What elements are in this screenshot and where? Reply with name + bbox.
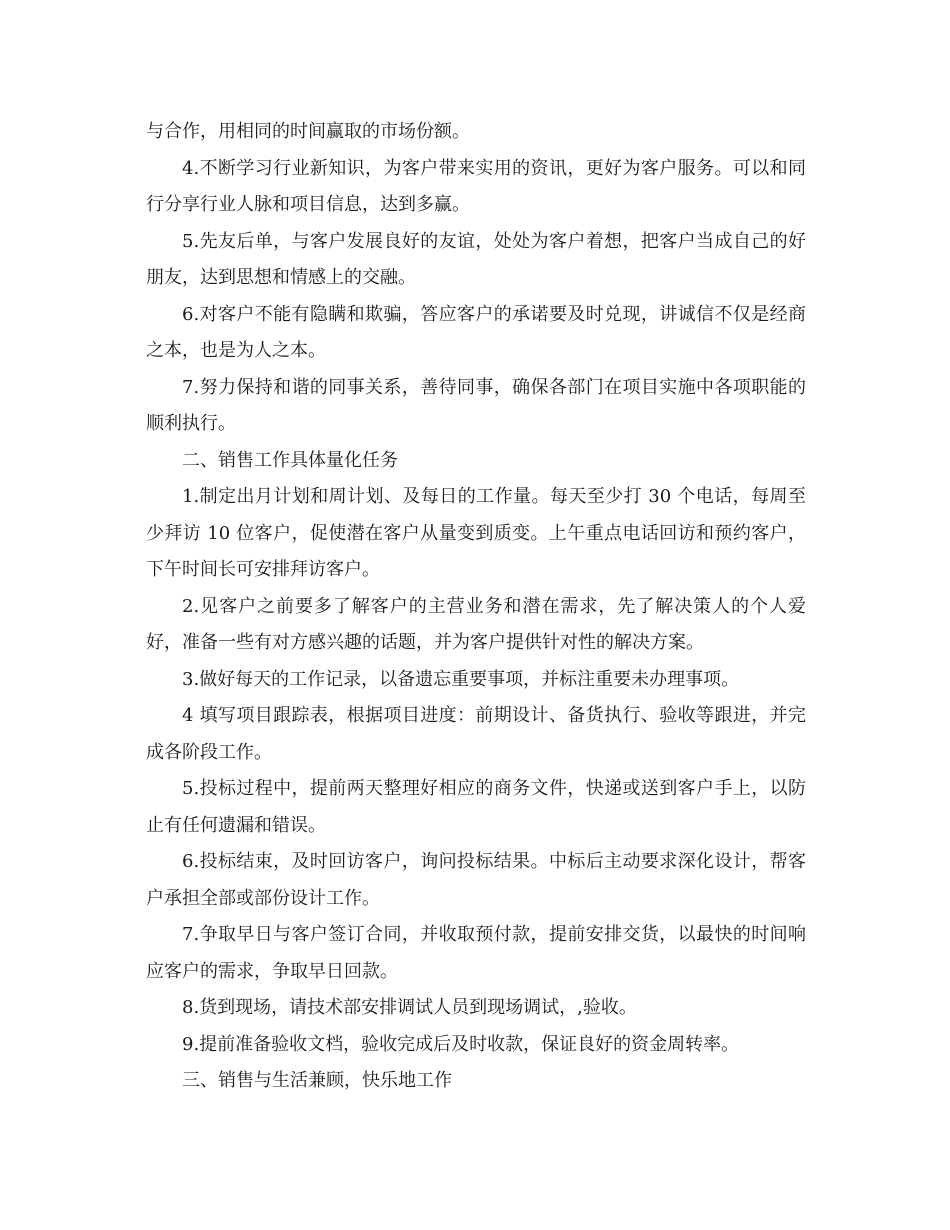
list-item-1: 1.制定出月计划和周计划、及每日的工作量。每天至少打 30 个电话，每周至少拜访 10 位客户，促使潜在客户从量变到质变。上午重点电话回访和预约客户，下午时间长可安排拜访客户。	[146, 486, 806, 580]
document-body	[146, 114, 806, 1100]
list-item-5b: 5.投标过程中，提前两天整理好相应的商务文件，快递或送到客户手上，以防止有任何遗漏和错误。	[146, 778, 806, 836]
list-item-6: 6.对客户不能有隐瞒和欺骗，答应客户的承诺要及时兑现，讲诚信不仅是经商之本，也是为人之本。	[146, 303, 806, 361]
list-item-7: 7.努力保持和谐的同事关系，善待同事，确保各部门在项目实施中各项职能的顺利执行。	[146, 376, 806, 434]
list-item-7b: 7.争取早日与客户签订合同，并收取预付款，提前安排交货，以最快的时间响应客户的需求，争取早日回款。	[146, 924, 806, 982]
list-item-5: 5.先友后单，与客户发展良好的友谊，处处为客户着想，把客户当成自己的好朋友，达到思想和情感上的交融。	[146, 230, 806, 288]
list-item-4b: 4 填写项目跟踪表，根据项目进度：前期设计、备货执行、验收等跟进，并完成各阶段工作。	[146, 705, 806, 763]
list-item-3: 3.做好每天的工作记录，以备遗忘重要事项，并标注重要未办理事项。	[182, 668, 740, 690]
list-item-6b: 6.投标结束，及时回访客户，询问投标结果。中标后主动要求深化设计，帮客户承担全部或部份设计工作。	[146, 851, 806, 909]
section-heading-2: 二、销售工作具体量化任务	[182, 449, 398, 471]
list-item-9: 9.提前准备验收文档，验收完成后及时收款，保证良好的资金周转率。	[182, 1033, 740, 1055]
list-item-4: 4.不断学习行业新知识，为客户带来实用的资讯，更好为客户服务。可以和同行分享行业人脉和项目信息，达到多赢。	[146, 157, 806, 215]
paragraph-continuation: 与合作，用相同的时间赢取的市场份额。	[146, 121, 470, 142]
list-item-8: 8.货到现场，请技术部安排调试人员到现场调试，,验收。	[182, 997, 637, 1018]
list-item-2: 2.见客户之前要多了解客户的主营业务和潜在需求，先了解决策人的个人爱好，准备一些有对方感兴趣的话题，并为客户提供针对性的解决方案。	[146, 595, 806, 653]
section-heading-3: 三、销售与生活兼顾，快乐地工作	[182, 1070, 452, 1091]
